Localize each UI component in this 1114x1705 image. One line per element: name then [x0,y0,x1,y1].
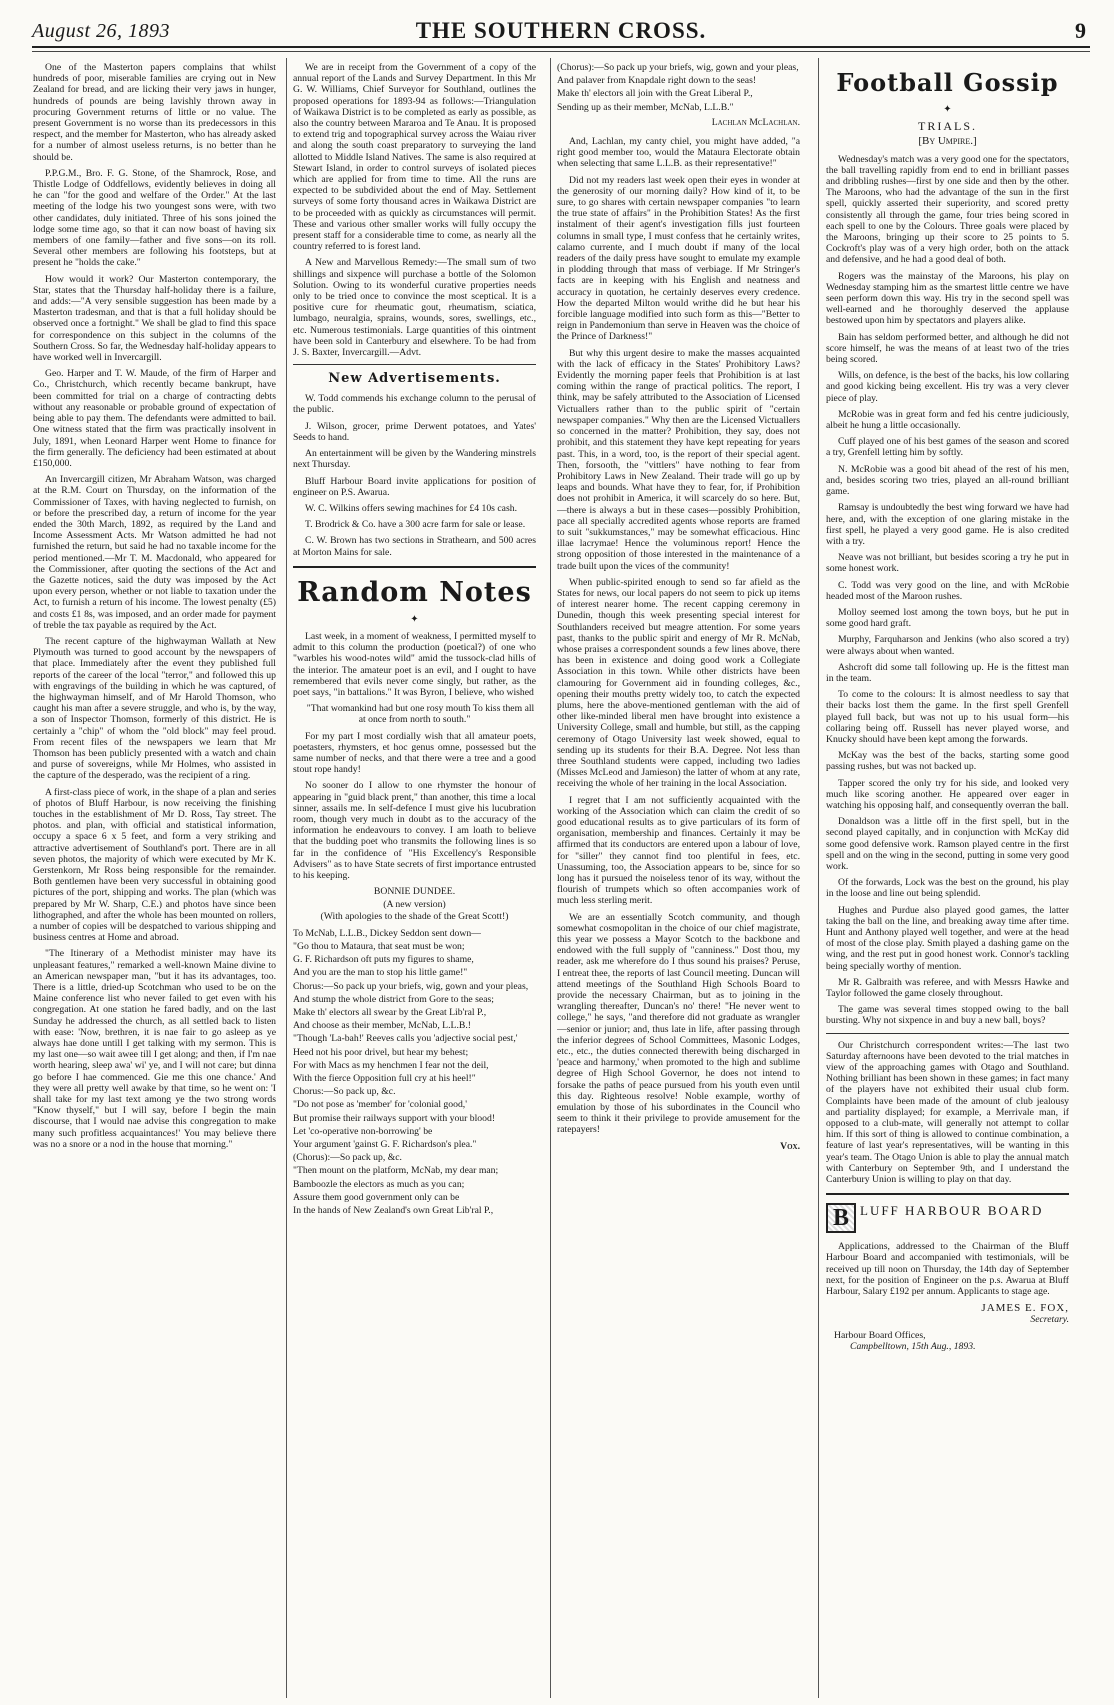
poem-title: BONNIE DUNDEE. [373,886,456,898]
poem-line: But promise their railways support with your blood! [293,1112,496,1124]
article-paragraph: Ramsay is undoubtedly the best wing forward we have had here, and, with the exception of one glaring mistake in the first spell, he played a very good game. He is also credited with a try. [826,502,1069,547]
football-gossip-heading: Football Gossip [836,68,1059,97]
article-signoff: Vox. [780,1140,800,1152]
poem-line: For with Macs as my henchmen I fear not the deil, [293,1059,489,1071]
poem-signature: Lachlan McLachlan. [711,116,800,128]
article-paragraph: Donaldson was a little off in the first spell, but in the second played capitally, and in conjunction with McKay did some good defensive work. Ramson played centre in the first spell and on the wing in the second, putting in some very good work. [826,816,1069,872]
column-3 [557,62,800,1694]
poem-line: (Chorus):—So pack up, &c. [293,1152,402,1164]
article-paragraph: Rogers was the mainstay of the Maroons, his play on Wednesday stamping him as the smartest little centre we have seen perform down this way. His try in the second spell was well-earned and he thoroughly deserved the applause bestowed upon him by spectators and players alike. [826,270,1069,327]
ad-item: C. W. Brown has two sections in Strathearn, and 500 acres at Morton Mains for sale. [293,535,536,558]
poem-line: Bamboozle the electors as much as you can; [293,1178,465,1190]
ornament-icon: ✦ [943,104,952,115]
advert-signature [826,1303,1069,1352]
article-paragraph: An Invercargill citizen, Mr Abraham Watson, was charged at the R.M. Court on Thursday, on the information of the Commissioner of Taxes, with having neglected to furnish, on or before the prescribed day, a return of income for the year ended the 30th March, 1892, as required by the Land and Income Assessment Acts. Mr Watson admitted he had not furnished the return, but said he had no taxable income for the period mentioned.—Mr T. M. Macdonald, who appeared for the Commissioner, after quoting the sections of the Act and the Gazette notices, said the duty was imposed by the Act upon every person, whether or not liable to taxation under the Act, to furnish a return of his income. The lowest penalty (£5) and costs £1 8s, was imposed, and an order made for payment of treble the tax payable as required by the Act. [33,474,276,631]
poem-subtitle: (With apologies to the shade of the Great Scott!) [320,910,509,922]
poem-line: And you are the man to stop his little game!" [293,967,468,979]
article-paragraph: A first-class piece of work, in the shape of a plan and series of photos of Bluff Harbour, is now receiving the finishing touches in the establishment of Mr D. Ross, Tay street. The photos. and plan, with official and statistical information, occupy a space 6 x 5 feet, and form a very striking and attractive advertisement of Southland's port. There are in all seven photos, the majority of which were executed by Mr K. Gerstenkorn, Mr Ross being responsible for the remainder. Both gentlemen have been very successful in obtaining good pictures of the port, shipping and works. The plan (which was prepared by Mr W. Sharp, C.E.) and photos have since been lithographed, and after the whole has been mounted on rollers, a number of copies will be despatched to various shipping and business centres at Home and abroad. [33,786,276,944]
article-paragraph: Of the forwards, Lock was the best on the ground, his play in the loose and line out being splendid. [826,877,1069,900]
article-paragraph: And, Lachlan, my canty chiel, you might have added, "a right good member too, would the Mataura Electorate obtain when selecting that same L.L.B. as their representative!" [557,136,800,170]
column-divider [286,58,287,1698]
article-paragraph: Mr R. Galbraith was referee, and with Messrs Hawke and Taylor followed the game closely throughout. [826,976,1069,1000]
bluff-harbour-board-heading [826,1203,1069,1233]
decorated-initial: B [826,1203,856,1233]
column-2 [293,62,536,1694]
article-paragraph: We are in receipt from the Government of a copy of the annual report of the Lands and Survey Department. In this Mr G. W. Williams, Chief Surveyor for Southland, outlines the proposed operations for 1893-94 as follows:—Triangulation of Waikawa District is to be completed as early as possible, as also the country between Mararoa and Te Anau. It is proposed to extend trig and topographical survey across the Waiau river and along the south coast preparatory to surveying the land allotted to Middle Island Natives. The same is also required at Stewart Island, in order to control surveys of isolated pieces which are applied for from time to time. All the runs are expected to be subdivided about the end of May. Settlement surveys of some forty thousand acres in Waikawa District are to be proceeded with as quickly as circumstances will permit. These and various other smaller works will fully occupy the present staff for a considerable time to come, as nearly all the country referred to is forest land. [293,62,536,253]
article-paragraph: The game was several times stopped owing to the ball bursting. Why not sixpence in and buy a new ball, boys? [826,1004,1069,1027]
page-number: 9 [1075,18,1086,43]
poem-line: Make th' electors all join with the Great Liberal P., [557,88,753,100]
article-paragraph: Cuff played one of his best games of the season and scored a try, Grenfell letting him by softly. [826,436,1069,459]
article-paragraph: The recent capture of the highwayman Wallath at New Plymouth was turned to good account by the newspapers of that place. Immediately after the event they published full reports of the career of the local "terror," and followed this up with engravings of the building in which he was captured, of the highwayman himself, and of Mr Harold Thomson, who caught his man after a severe struggle, and who is, by the way, a son of Inspector Thomson, formerly of this district. He is certainly a "chip" of whom the "old block" may feel proud. From recent files of the newspapers we learn that Mr Thomson has been publicly presented with a watch and chain and purse of sovereigns, while Mr Holmes, who assisted in the capture of the desperado, was the recipient of a ring. [33,635,276,782]
advertisement-paragraph: A New and Marvellous Remedy:—The small sum of two shillings and sixpence will purchase a bottle of the Solomon Solution. Owing to its wonderful curative properties needs only to be tried once to convince the most sceptical. It is a positive cure for rheumatic gout, rheumatism, sciatica, lumbago, neuralgia, sprains, wounds, sores, swellings, etc., etc. Numerous testimonials. Large quantities of this ointment have been sold in Canterbury and elsewhere. To be had from J. S. Baxter, Invercargill.—Advt. [293,257,536,359]
article-paragraph: Last week, in a moment of weakness, I permitted myself to admit to this column the production (poetical?) of one who "warbles his wood-notes wild" amid the tussock-clad hills of the interior. The amateur poet is an evil, and I ought to have remembered that evils never come singly, but rather, as the poet says, "in battalions." It was Byron, I believe, who wished [293,630,536,698]
article-paragraph: Murphy, Farquharson and Jenkins (who also scored a try) were always about when wanted. [826,634,1069,657]
article-paragraph: For my part I most cordially wish that all amateur poets, poetasters, rhymsters, et hoc genus omne, possessed but the same number of necks, and that there were a tree and a good stout rope handy! [293,730,536,776]
column-1 [33,62,276,1694]
section-rule [293,364,536,365]
column-divider [818,58,819,1698]
article-paragraph: McRobie was in great form and fed his centre judiciously, albeit he hung a little occasionally. [826,408,1069,432]
poem-line: With the fierce Opposition full cry at his heel!" [293,1073,476,1085]
poem-line: (Chorus):—So pack up your briefs, wig, gown and your pleas, [557,62,799,73]
poem-line: And choose as their member, McNab, L.L.B.! [293,1020,471,1032]
new-advertisements-heading: New Advertisements. [328,371,501,387]
poem-line: And stump the whole district from Gore to the seas; [293,993,494,1005]
ornament-icon: ✦ [410,613,419,625]
article-paragraph: One of the Masterton papers complains that whilst hundreds of poor, miserable families are crying out in New Zealand for bread, and are licking their very jaws in hunger, hundreds of pounds are being lavishly thrown away in procuring Government returns of little or no value. The present Government is no worse than its predecessors in this respect, and the member for Masterton, who has already asked for a number of almost useless returns, is no better than he should be. [33,62,276,163]
article-paragraph: C. Todd was very good on the line, and with McRobie headed most of the Maroon rushes. [826,579,1069,602]
newspaper-title: THE SOUTHERN CROSS. [415,18,707,43]
article-paragraph: To come to the colours: It is almost needless to say that their backs lost them the game. In the first spell Grenfell played full back, but was not up to his usual form—his collaring being off. Russell has never played worse, and Knucky should have been kept among the forwards. [826,689,1069,745]
poem-line: "Then mount on the platform, McNab, my dear man; [293,1165,499,1177]
section-rule [826,1193,1069,1195]
column-4 [826,62,1069,1694]
advert-date: Campbelltown, 15th Aug., 1893. [850,1340,976,1352]
quotation: "That womankind had but one rosy mouth To kiss them all at once from north to south." [306,703,535,726]
column-divider [550,58,551,1698]
article-paragraph: Neave was not brilliant, but besides scoring a try he put in some honest work. [826,552,1069,575]
poem-line: Let 'co-operative non-borrowing' be [293,1125,433,1137]
article-paragraph: Bain has seldom performed better, and although he did not score himself, he was the means of at least two of the tries being scored. [826,331,1069,366]
article-paragraph: When public-spirited enough to send so far afield as the States for news, our local papers do not seem to pick up items of interest nearer home. The recent capping ceremony in Dunedin, though this week presenting special interest for Southlanders received but meagre attention. For some years past, thanks to the public spirit and energy of Mr R. McNab, whose praises a correspondent sounds a few lines above, there has been in existence and doing good work a Collegiate Association in this town. While other districts have been clamouring for Government aid in founding colleges, &c., opening their mouths pretty widely too, to catch the expected plums, here the above-mentioned gentleman with the aid of other like-minded liberal men have brought into existence a University College, small and humble, but still, as the capping ceremony of Otago University last week showed, equal to sending up its students for their B.A. Degree. Not less than three Southland students were capped, including two ladies (Misses McLeod and Jamieson) the latter of whom at any rate, receiving the whole of her training in the local Association. [557,576,800,790]
poem-subtitle: (A new version) [383,899,446,911]
masthead-rule [32,51,1090,52]
ad-item: An entertainment will be given by the Wandering minstrels next Thursday. [293,448,536,471]
ad-item: W. C. Wilkins offers sewing machines for £4 10s cash. [305,502,517,514]
article-paragraph: Wednesday's match was a very good one for the spectators, the ball travelling rapidly from end to end in brilliant passes and dribbling rushes—first by one side and then by the other. The Maroons, who had the advantage of the sun in the first spell, quickly asserted their superiority, and scored pretty consistently all through the game, four tries being scored in each spell to one by the Colours. Three goals were placed by the Maroons, bringing up their score to 25 points to 5. Cockroft's play was of a very high order, both on the attack and defensive, and he had a good deal of both. [826,153,1069,266]
article-paragraph: McKay was the best of the backs, starting some good passing rushes, but was not backed up. [826,750,1069,773]
section-subheading: TRIALS. [918,119,977,134]
poem-line: "Go thou to Mataura, that seat must be won; [293,941,465,952]
poem-line: Make th' electors all swear by the Great Lib'ral P., [293,1007,487,1019]
article-paragraph: Tapper scored the only try for his side, and looked very much like scoring another. He appeared over eager in watching his opposing half, and consequently overran the ball. [826,777,1069,811]
article-paragraph: How would it work? Our Masterton contemporary, the Star, states that the Thursday half-holiday there is a failure, and adds:—"A very sensible suggestion has been made by a Masterton tradesman, and that is that a full holiday should be observed once a fortnight." We shall be glad to find this space for correspondence on this subject in the columns of the Southern Cross. So far, the Wednesday half-holiday appears to have worked well in Invercargill. [33,273,276,364]
ad-item: Bluff Harbour Board invite applications for position of engineer on P.S. Awarua. [293,475,536,498]
article-paragraph: But why this urgent desire to make the masses acquainted with the lack of efficacy in the States' Prohibitory Laws? Evidently the morning paper feels that Prohibition is at last coming within the range of practical politics. The report, I think, may be safely attributed to the Association of Licensed Victuallers rather than to the public spirit of "certain newspaper companies." Why then are the Licensed Victuallers so concerned in the matter? Prohibition, they say, does not prohibit, and this statement they have kept repeating for years past. This, in a word, too, is the report of their special agent. Then, forsooth, the "vittlers" have nothing to fear from Prohibitory Laws in New Zealand. Their trade will go up by leaps and bounds. What have they to fear, for, if Prohibition does not prohibit in America, it will scarcely do so here. But,—there is always a but in these cases—possibly Prohibition, pace all specially accredited agents whose reports are framed to suit "sukkumstances," may be somewhat efficacious. Hinc illae lacrymae! Hence the voluminous report! Hence the strong opposition of those interested in the maintenance of a trade built upon the vices of the community! [557,347,800,572]
byline: [By Umpire.] [918,135,977,148]
section-rule [293,566,536,568]
article-paragraph: Hughes and Purdue also played good games, the latter taking the ball on the line, and breaking away time after time. Hunt and Anthony played well together, and were at the head of most of the close play. Smith played a dashing game on the wing, and the rest put in good honest work. Connor's tackling being specially worthy of mention. [826,904,1069,972]
poem-line: And palaver from Knapdale right down to the seas! [557,75,757,87]
advert-body: Applications, addressed to the Chairman of the Bluff Harbour Board and accompanied with testimonials, will be received up till noon on Thursday, the 14th day of September next, for the position of Engineer on the p.s. Awarua at Bluff Harbour, Salary £192 per annum. Applicants to stage age. [826,1241,1069,1298]
article-paragraph: I regret that I am not sufficiently acquainted with the working of the Association which can claim the credit of so good educational results as to give particulars of its form of organisation, membership and finances. Certainly it may be affirmed that its conductors are entered upon a labour of love, for "siller" they cannot find too plentiful in fees, etc. Unassuming, too, the Association appears to be, since for so long has it pursued the noiseless tenor of its way, without the flourish of trumpets which so often accompanies work of much less sterling merit. [557,794,800,907]
issue-date: August 26, 1893 [32,20,171,42]
poem-line: Heed not his poor drivel, but hear my behest; [293,1046,469,1058]
poem-line: Chorus:—So pack up, &c. [293,1086,396,1098]
article-paragraph: "The Itinerary of a Methodist minister may have its unpleasant features," remarked a well-known Maine divine to an American newspaper man, "but it has its advantages, too. There is a little, dried-up Scotchman who used to be on the Maine conference list who never failed to get even with his congregation. At one station he fared badly, and on the last Sunday he addressed the church, as all settled back to listen with ease: 'Now, brethren, it is nae fair to go asleep as ye always hae done untill I get talking with my sermon. This is my last one—so wait awee till I get along; and then, if I'm nae worth hearing, sleep awa' wi' ye, and I will not care; but dinna go before I hae commenced. Gie me this one chance.' And they were all pretty well awake by that time, so he went on: 'I shall take for my last text among ye the two strong words "Know thyself," but I will say, before I begin the main discourse, that I would nae advise this congregation to make many such profitless acquaintances!' You may believe there was no a snore or a nod in the house that morning." [33,948,276,1150]
poem-line: In the hands of New Zealand's own Great Lib'ral P., [293,1205,494,1217]
article-paragraph: Molloy seemed lost among the town boys, but he put in some good hard graft. [826,606,1069,630]
poem-line: Assure them good government only can be [293,1191,460,1203]
article-paragraph: No sooner do I allow to one rhymster the honour of appearing in "guid black prent," than another, this time a local sinner, assails me. In self-defence I must give his lucubration room, though very much in doubt as to the accuracy of the information he endeavours to convey. I am loath to believe that the budding poet who transmits the following lines is so far in the confidence of "His Excellency's Responsible Advisers" as to have State secrets of first importance entrusted to his keeping. [293,780,536,881]
masthead [32,14,1090,48]
poem-line: Your argument 'gainst G. F. Richardson's plea." [293,1139,477,1151]
article-paragraph: Geo. Harper and T. W. Maude, of the firm of Harper and Co., Christchurch, which recently became bankrupt, have been committed for trial on a charge of contracting debts without any reasonable or probable ground of expectation of being able to pay them. The defendants were admitted to bail. One witness stated that the firm was practically insolvent in July, 1891, when Leonard Harper went Home to finance for the firm generally. The deficiency had been estimated at about £150,000. [33,368,276,469]
section-rule [826,1033,1069,1034]
article-paragraph: Our Christchurch correspondent writes:—The last two Saturday afternoons have been devoted to the trial matches in view of the approaching games with Otago and Southland. Nothing brilliant has been shown in these games; in fact many of the players have not exhibited their usual club form. Complaints have been made of the amount of club jealousy and partiality displayed; for example, a Merrivale man, if opposed to a club-mate, will generally not attempt to collar him. If this sort of thing is allowed to continue combination, a feature of last year's representatives, will be wanting in this year's team. The Otago Union is able to play the annual match with Canterbury on September 9th, and I understand the Canterbury Union is willing to play on that day. [826,1039,1069,1186]
random-notes-heading: Random Notes [297,576,532,608]
advert-title: LUFF HARBOUR BOARD [860,1203,1044,1219]
poem-line: G. F. Richardson oft puts my figures to shame, [293,954,474,966]
poem-line: Chorus:—So pack up your briefs, wig, gown and your pleas, [293,980,529,992]
poem-line: "Though 'La-bah!' Reeves calls you 'adjective social pest,' [293,1033,518,1045]
article-paragraph: N. McRobie was a good bit ahead of the rest of his men, and, besides scoring two tries, played an all-round brilliant game. [826,463,1069,498]
article-paragraph: Wills, on defence, is the best of the backs, his low collaring and good kicking being excellent. His try was a very clever piece of play. [826,370,1069,404]
article-paragraph: Ashcroft did some tall following up. He is the fittest man in the team. [826,661,1069,684]
poem-line: To McNab, L.L.B., Dickey Seddon sent down— [293,927,481,939]
advert-address: Harbour Board Offices, [834,1329,926,1341]
ad-item: W. Todd commends his exchange column to the perusal of the public. [293,393,536,416]
article-paragraph: P.P.G.M., Bro. F. G. Stone, of the Shamrock, Rose, and Thistle Lodge of Oddfellows, evidently believes in doing all he can "for the good and welfare of the Order." At the last meeting of the lodge his two youngest sons were, with two other candidates, duly initiated. Three of his sons joined the lodge some time ago, so that it can now boast of having six members of one family—father and five sons—on its roll. Several other members are following his footsteps, but at present he "holds the cake." [33,167,276,269]
signatory-name: JAMES E. FOX, [981,1302,1069,1315]
article-paragraph: We are an essentially Scotch community, and though somewhat cosmopolitan in the choice of our chief magistrate, this year we possess a Mayor Scotch to the backbone and endowed with the full supply of "canniness." Dost thou, my reader, ask me wherefore do I thus sound his praises? Peruse, I entreat thee, the reports of last Council meeting. Duncan will attend meetings of the Southland High Schools Board to provide the necessary Chairman, but as to joining in the wrangling thereafter, Duncan's no' there! "He never went to college," he says, "and therefore did not graduate as wrangler—senior or junior; and, thus late in life, after passing through the inferior degrees of School Committees, Masonic Lodges, etc., etc., the duties connected therewith being discharged in 'peace and harmony,' when promoted to the high and sublime degree of High School Governor, he does not intend to forsake the paths of peace pursued from his youth even until this day. Righteous resolve! Noble example, worthy of emulation by those of his subordinates in the Council who seem to think it their privilege to provide amusement for the ratepayers! [557,911,800,1136]
poem-line: Sending up as their member, McNab, L.L.B." [557,101,734,113]
article-paragraph: Did not my readers last week open their eyes in wonder at the generosity of our morning daily? How kind of it, to be sure, to go shares with certain newspaper companies "to learn the true state of affairs" in the Prohibition States! As the first instalment of their agent's investigation fills just fourteen columns in small type, I must confess that he certainly writes, calamo currente, and I much doubt if many of the local readers of the daily press have sought to emulate my example in plodding through that mass of verbiage. If Mr Stringer's facts are in keeping with his English and neatness and accuracy in quotation, he certainly deserves every credence. How the departed Milton would writhe did he but hear his forcible language modified into such form as this—"Better to reign in Pandemonium than serve in Heaven was the choice of the Prince of Darkness!" [557,174,800,343]
poem-line: "Do not pose as 'member' for 'colonial good,' [293,1099,467,1111]
ad-item: J. Wilson, grocer, prime Derwent potatoes, and Yates' Seeds to hand. [293,420,536,443]
signatory-role: Secretary. [1030,1314,1069,1326]
ad-item: T. Brodrick & Co. have a 300 acre farm for sale or lease. [305,519,526,531]
